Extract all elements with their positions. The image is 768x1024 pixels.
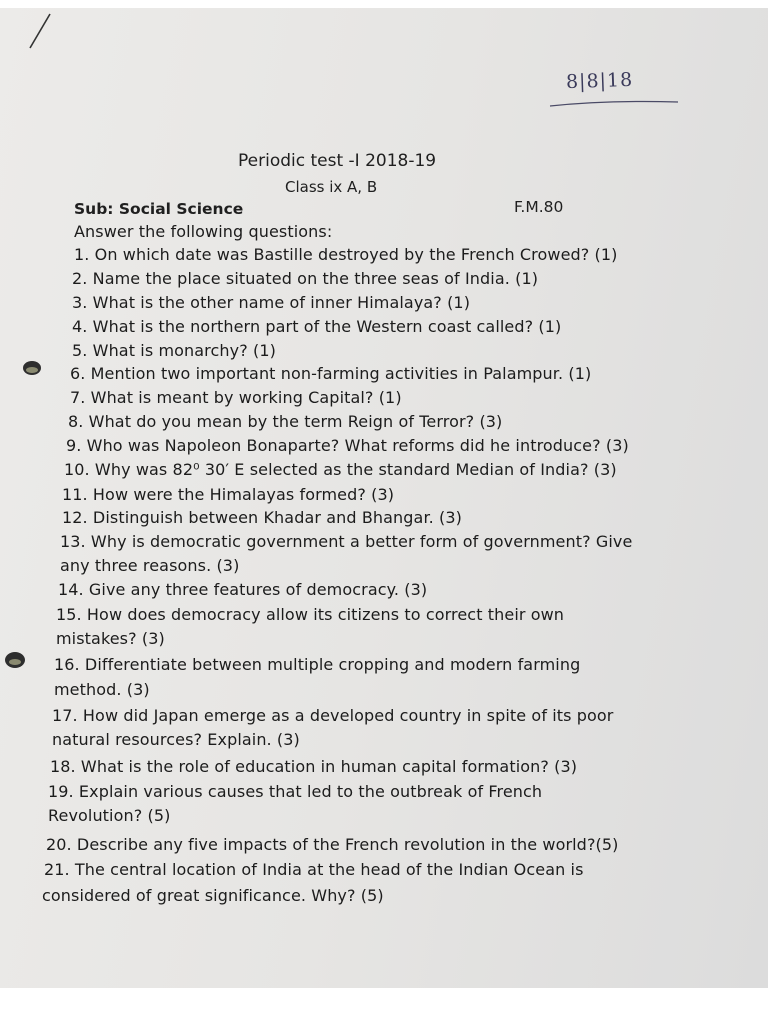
question-line: 15. How does democracy allow its citizens to correct their own xyxy=(56,605,565,624)
question-line: any three reasons. (3) xyxy=(60,556,240,575)
question-line: 8. What do you mean by the term Reign of Terror? (3) xyxy=(68,412,503,431)
question-line: 18. What is the role of education in human capital formation? (3) xyxy=(50,757,578,776)
question-line: 14. Give any three features of democracy. (3) xyxy=(58,580,428,599)
pen-stroke-mark xyxy=(28,10,58,52)
question-line: 11. How were the Himalayas formed? (3) xyxy=(62,485,395,504)
question-line: 16. Differentiate between multiple cropping and modern farming xyxy=(54,655,581,674)
question-line: 4. What is the northern part of the Western coast called? (1) xyxy=(72,317,562,336)
question-line: Revolution? (5) xyxy=(48,806,171,825)
question-line: 20. Describe any five impacts of the French revolution in the world?(5) xyxy=(46,835,619,854)
question-line: 1. On which date was Bastille destroyed by the French Crowed? (1) xyxy=(74,245,618,264)
question-line: 13. Why is democratic government a better form of government? Give xyxy=(60,532,633,551)
question-line: 5. What is monarchy? (1) xyxy=(72,341,276,360)
question-line: 17. How did Japan emerge as a developed country in spite of its poor xyxy=(52,706,614,725)
handwritten-date: 8|8|18 xyxy=(565,68,634,94)
question-line: 3. What is the other name of inner Himalaya? (1) xyxy=(72,293,471,312)
question-line: 12. Distinguish between Khadar and Bhangar. (3) xyxy=(62,508,462,527)
full-marks: F.M.80 xyxy=(514,198,564,216)
question-line: natural resources? Explain. (3) xyxy=(52,730,300,749)
class-line: Class ix A, B xyxy=(285,178,378,196)
question-line: 7. What is meant by working Capital? (1) xyxy=(70,388,402,407)
handwritten-underline xyxy=(548,94,680,110)
question-line: 2. Name the place situated on the three seas of India. (1) xyxy=(72,269,539,288)
question-line: method. (3) xyxy=(54,680,150,699)
question-line: mistakes? (3) xyxy=(56,629,165,648)
question-line: 19. Explain various causes that led to the outbreak of French xyxy=(48,782,543,801)
subject-line: Sub: Social Science xyxy=(74,200,244,218)
question-line: 10. Why was 82⁰ 30′ E selected as the standard Median of India? (3) xyxy=(64,460,617,479)
question-line: 21. The central location of India at the head of the Indian Ocean is xyxy=(44,860,584,879)
punch-hole-icon xyxy=(2,649,28,671)
instruction-line: Answer the following questions: xyxy=(74,222,333,241)
question-line: 6. Mention two important non-farming activities in Palampur. (1) xyxy=(70,364,592,383)
question-line: 9. Who was Napoleon Bonaparte? What reforms did he introduce? (3) xyxy=(66,436,629,455)
test-title: Periodic test -I 2018-19 xyxy=(238,151,437,171)
question-line: considered of great significance. Why? (5) xyxy=(42,886,384,905)
exam-paper xyxy=(0,8,768,988)
punch-hole-icon xyxy=(20,358,44,378)
